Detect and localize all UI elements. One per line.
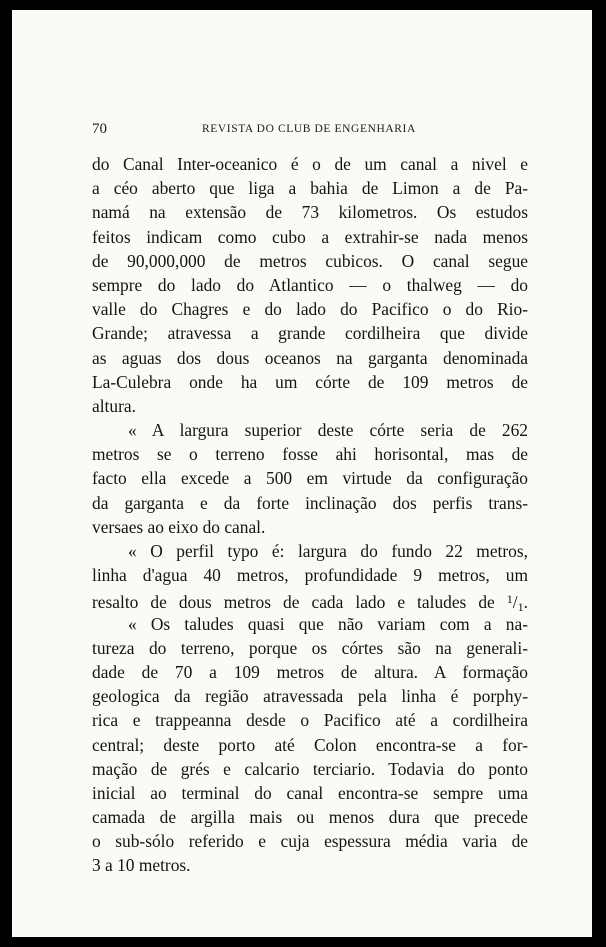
text-line: valle do Chagres e do lado do Pacifico o do Rio-	[92, 299, 528, 320]
text-line: de 90,000,000 de metros cubicos. O canal segue	[92, 250, 528, 271]
page-number: 70	[92, 121, 107, 137]
text-line: altura.	[92, 395, 136, 416]
text-line: central; deste porto até Colon encontra-se a for-	[92, 734, 528, 755]
text-line: mação de grés e calcario terciario. Todavia do ponto	[92, 758, 528, 779]
text-line: do Canal Inter-oceanico é o de um canal a nivel e	[92, 154, 528, 174]
text-line: 3 a 10 metros.	[92, 855, 191, 876]
text-line: da garganta e da forte inclinação dos perfis trans-	[92, 492, 528, 513]
text-line: a céo aberto que liga a bahia de Limon a de Pa-	[92, 178, 528, 199]
paragraph-start-line: « Os taludes quasi que não variam com a na-	[128, 613, 528, 634]
text-line: as aguas dos dous oceanos na garganta denominada	[92, 347, 528, 368]
text-line: facto ella excede a 500 em virtude da configuração	[92, 468, 528, 489]
text-line: tureza do terreno, porque os córtes são na generali-	[92, 637, 528, 658]
text-line: versaes ao eixo do canal.	[92, 516, 266, 537]
text-line: rica e trappeanna desde o Pacifico até a cordilheira	[92, 710, 528, 731]
text-line: feitos indicam como cubo a extrahir-se nada menos	[92, 226, 528, 247]
page-header	[92, 117, 528, 141]
text-line: geologica da região atravessada pela linha é porphy-	[92, 686, 528, 707]
line-text: resalto de dous metros de cada lado e taludes de	[92, 592, 495, 613]
text-line: o sub-sólo referido e cuja espessura média varia de	[92, 831, 528, 852]
text-line: namá na extensão de 73 kilometros. Os estudos	[92, 202, 528, 223]
paragraph-start-line: « O perfil typo é: largura do fundo 22 metros,	[128, 541, 528, 561]
text-line: linha d'agua 40 metros, profundidade 9 metros, um	[92, 565, 528, 586]
fraction-numerator: 1	[506, 592, 513, 607]
text-line: La-Culebra onde ha um córte de 109 metros de	[92, 371, 528, 392]
text-line: metros se o terreno fosse ahi horisontal, mas de	[92, 444, 528, 465]
text-line-with-fraction	[92, 587, 528, 615]
text-line: inicial ao terminal do canal encontra-se sempre uma	[92, 782, 528, 803]
fraction-denominator: 1	[517, 600, 524, 615]
paragraph-start-line: « A largura superior deste córte seria de 262	[128, 420, 528, 441]
running-title: REVISTA DO CLUB DE ENGENHARIA	[202, 123, 416, 135]
text-line: dade de 70 a 109 metros de altura. A formação	[92, 661, 528, 682]
text-line: sempre do lado do Atlantico — o thalweg — do	[92, 274, 528, 295]
body-text	[92, 152, 528, 878]
sentence-end: .	[523, 592, 528, 613]
document-page	[12, 10, 592, 937]
text-line: camada de argilla mais ou menos dura que precede	[92, 807, 528, 828]
text-line: Grande; atravessa a grande cordilheira que divide	[92, 323, 528, 344]
fraction-slash: /	[512, 592, 518, 613]
